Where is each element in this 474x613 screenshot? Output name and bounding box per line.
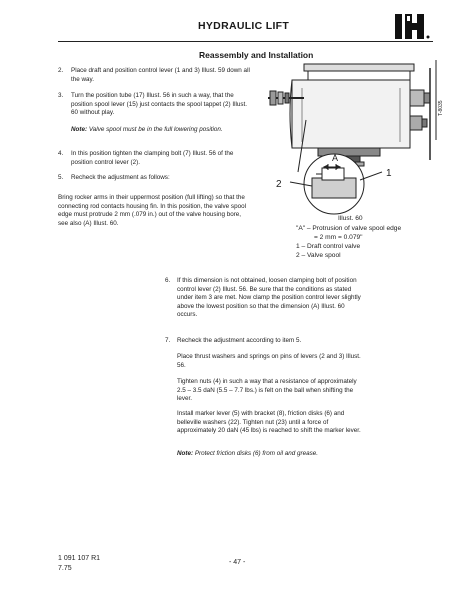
section-title: Reassembly and Installation [199, 50, 314, 60]
figure-code: T-8035 [438, 100, 444, 116]
header-rule [58, 41, 433, 42]
paragraph-thrust-washers: Place thrust washers and springs on pins of levers (2 and 3) Illust. 56. [177, 353, 361, 369]
note-text: Valve spool must be in the full lowering position. [88, 126, 223, 133]
page-number: - 47 - [229, 559, 246, 566]
note-valve-spool [71, 126, 254, 135]
step-number: 3. [58, 92, 64, 99]
illustration-60 [262, 60, 444, 222]
paragraph-bring-rocker-arms: Bring rocker arms in their uppermost position (full lifting) so that the connecting rod contacts housing fin. In this position, the valve spool edge must protrude 2 mm (.079 in.) out of the valve housing bore, see also (A) Illust. 60. [58, 194, 246, 227]
note-label: Note: [71, 126, 88, 133]
caption-1: 1 – Draft control valve [296, 243, 361, 250]
caption-title: Illust. 60 [338, 215, 363, 222]
step-text: Turn the position tube (17) Illust. 56 in such a way, that the position spool lever (15) just contacts the spool tappet (2) Illust. 60 without play. [71, 92, 248, 117]
paragraph-install-marker-lever: Install marker lever (5) with bracket (8), friction disks (6) and belleville washers (22). Tighten nut (23) until a force of approximately 20 daN (45 lbs) is reached to shift the marker lever. [177, 410, 361, 435]
ih-logo-icon [393, 13, 431, 41]
figure-label-1: 1 [386, 168, 392, 179]
caption-a-value: = 2 mm = 0.079" [314, 234, 363, 241]
figure-label-a: A [332, 153, 339, 163]
footer-date: 7.75 [58, 565, 72, 572]
step-number: 2. [58, 67, 64, 74]
step-number: 6. [165, 277, 171, 284]
header-title: HYDRAULIC LIFT [198, 20, 290, 32]
note-text: Protect friction disks (6) from oil and grease. [194, 450, 319, 457]
step-text: Place draft and position control lever (1 and 3) Illust. 59 down all the way. [71, 67, 250, 83]
step-text: If this dimension is not obtained, loosen clamping bolt of position control lever (2) Illust. 56. Be sure that the conditions as stated under item 3 are met. Now clamp the position control lever slightly above the lowest position so that the dimension (A) Illust. 60 occurs. [177, 277, 361, 319]
step-text: Recheck the adjustment as follows: [71, 174, 170, 181]
step-number: 7. [165, 337, 171, 344]
step-number: 5. [58, 174, 64, 181]
caption-2: 2 – Valve spool [296, 252, 341, 259]
figure-label-2: 2 [276, 179, 282, 190]
caption-a: "A" – Protrusion of valve spool edge [296, 225, 402, 232]
note-label: Note: [177, 450, 194, 457]
footer-doc-number: 1 091 107 R1 [58, 555, 101, 562]
step-number: 4. [58, 150, 64, 157]
step-text: In this position tighten the clamping bolt (7) Illust. 56 of the position control lever (2). [71, 150, 234, 166]
paragraph-tighten-nuts: Tighten nuts (4) in such a way that a resistance of approximately 2.5 – 3.5 daN (5.5 – 7.7 lbs.) is felt on the ball when shifting the lever. [177, 378, 357, 403]
step-text: Recheck the adjustment according to item 5. [177, 337, 302, 344]
note-friction-disks [177, 450, 377, 459]
